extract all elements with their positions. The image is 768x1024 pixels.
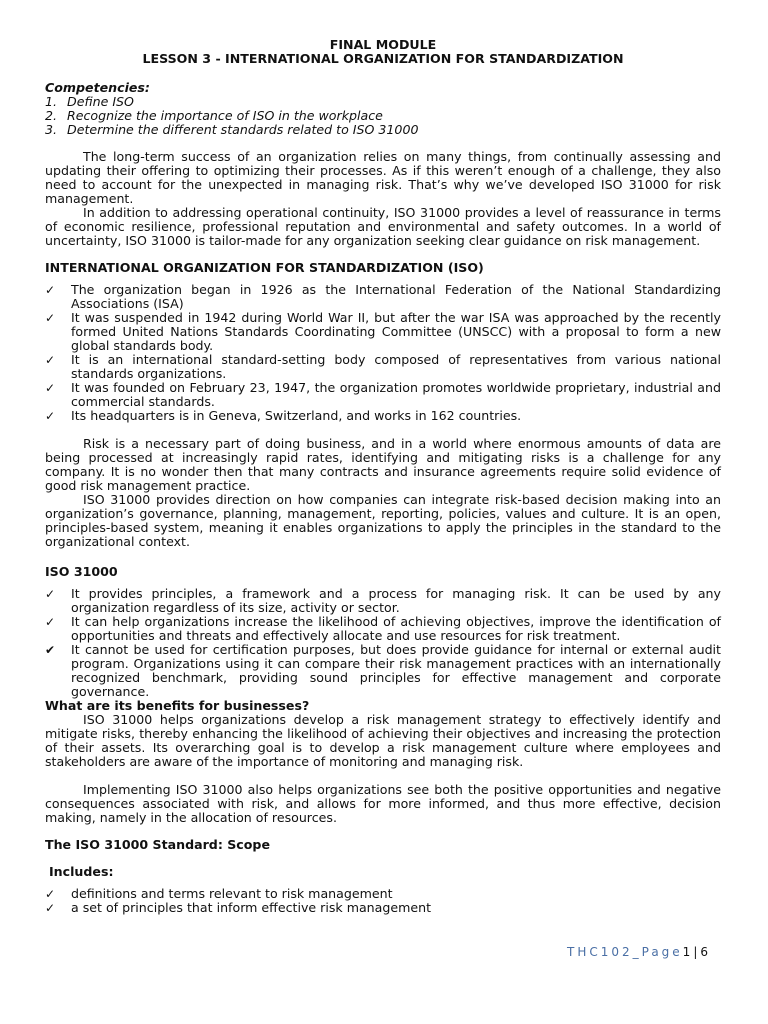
checkmark-icon: ✓ bbox=[45, 615, 56, 629]
checkmark-icon: ✓ bbox=[45, 353, 56, 367]
checkmark-icon: ✓ bbox=[45, 409, 56, 423]
iso31000-heading: ISO 31000 bbox=[45, 564, 118, 579]
iso31000-list bbox=[45, 587, 721, 699]
list-item: ✓ It can help organizations increase the likelihood of achieving objectives, improve the identification of opportunities and threats and effectively allocate and use resources for risk treatment. bbox=[45, 614, 721, 643]
checkmark-icon: ✓ bbox=[45, 901, 56, 915]
module-title: FINAL MODULE bbox=[329, 37, 437, 52]
list-item: ✓ It was suspended in 1942 during World War II, but after the war ISA was approached by the recently formed United Nations Standards Coordinating Committee (UNSCC) with a proposal to form a new global standards body. bbox=[45, 310, 721, 353]
competency-item: 3. Determine the different standards related to ISO 31000 bbox=[45, 122, 419, 137]
scope-heading: The ISO 31000 Standard: Scope bbox=[45, 837, 270, 852]
checkmark-icon: ✓ bbox=[45, 887, 56, 901]
page-number: 1 bbox=[682, 945, 691, 959]
page-footer bbox=[567, 945, 708, 959]
competencies-list bbox=[45, 95, 721, 137]
checkmark-icon: ✓ bbox=[45, 311, 56, 325]
list-item: ✓ It provides principles, a framework and a process for managing risk. It can be used by any organization regardless of its size, activity or sector. bbox=[45, 586, 721, 615]
iso-section-heading: INTERNATIONAL ORGANIZATION FOR STANDARDIZATION (ISO) bbox=[45, 260, 484, 275]
list-item: ✓ Its headquarters is in Geneva, Switzerland, and works in 162 countries. bbox=[45, 408, 522, 423]
checkmark-icon: ✔ bbox=[45, 643, 56, 657]
list-item: ✓ a set of principles that inform effective risk management bbox=[45, 900, 432, 915]
list-item: ✓ The organization began in 1926 as the International Federation of the National Standardizing Associations (ISA) bbox=[45, 282, 721, 311]
lesson-title: LESSON 3 - INTERNATIONAL ORGANIZATION FOR STANDARDIZATION bbox=[142, 51, 624, 66]
list-item: ✓ It is an international standard-setting body composed of representatives from various national standards organizations. bbox=[45, 352, 721, 381]
competency-item: 2. Recognize the importance of ISO in the workplace bbox=[45, 108, 383, 123]
risk-paragraph: Risk is a necessary part of doing business, and in a world where enormous amounts of data are being processed at increasingly rapid rates, identifying and mitigating risks is a challenge for any company. It is no wonder then that many contracts and insurance agreements require solid evidence of good risk management practice. bbox=[45, 436, 721, 493]
footer-label: THC102_Page bbox=[566, 945, 683, 959]
checkmark-icon: ✓ bbox=[45, 587, 56, 601]
benefits-paragraph: ISO 31000 helps organizations develop a risk management strategy to effectively identify and mitigate risks, thereby enhancing the likelihood of achieving their objectives and increasing the protection of their assets. Its overarching goal is to develop a risk management culture where employees and stakeholders are aware of the importance of monitoring and managing risk. bbox=[45, 712, 721, 769]
checkmark-icon: ✓ bbox=[45, 381, 56, 395]
list-item: ✔ It cannot be used for certification purposes, but does provide guidance for internal or external audit program. Organizations using it can compare their risk management practices with an internationally recognized benchmark, providing sound principles for effective management and corporate governance. bbox=[45, 642, 721, 699]
intro-paragraph: The long-term success of an organization relies on many things, from continually assessing and updating their offering to optimizing their processes. As if this weren’t enough of a challenge, they also need to account for the unexpected in managing risk. That’s why we’ve developed ISO 31000 for risk management. bbox=[45, 149, 721, 206]
benefits-paragraph: Implementing ISO 31000 also helps organizations see both the positive opportunities and negative consequences associated with risk, and allows for more informed, and thus more effective, decision making, namely in the allocation of resources. bbox=[45, 782, 721, 825]
footer-separator: | bbox=[693, 945, 698, 959]
intro-paragraph: In addition to addressing operational continuity, ISO 31000 provides a level of reassurance in terms of economic resilience, professional reputation and environmental and safety outcomes. In a world of uncertainty, ISO 31000 is tailor-made for any organization seeking clear guidance on risk management. bbox=[45, 205, 721, 248]
page-total: 6 bbox=[700, 945, 708, 959]
list-item: ✓ It was founded on February 23, 1947, the organization promotes worldwide proprietary, industrial and commercial standards. bbox=[45, 380, 721, 409]
includes-label: Includes: bbox=[49, 864, 114, 879]
competency-item: 1. Define ISO bbox=[45, 94, 134, 109]
iso-facts-list bbox=[45, 283, 721, 423]
benefits-heading: What are its benefits for businesses? bbox=[45, 698, 310, 713]
scope-list bbox=[45, 887, 721, 915]
checkmark-icon: ✓ bbox=[45, 283, 56, 297]
risk-paragraph: ISO 31000 provides direction on how companies can integrate risk-based decision making into an organization’s governance, planning, management, reporting, policies, values and culture. It is an open, principles-based system, meaning it enables organizations to apply the principles in the standard to the organizational context. bbox=[45, 492, 721, 549]
list-item: ✓ definitions and terms relevant to risk management bbox=[45, 886, 393, 901]
page-content bbox=[45, 38, 721, 915]
competencies-heading: Competencies: bbox=[45, 80, 150, 95]
